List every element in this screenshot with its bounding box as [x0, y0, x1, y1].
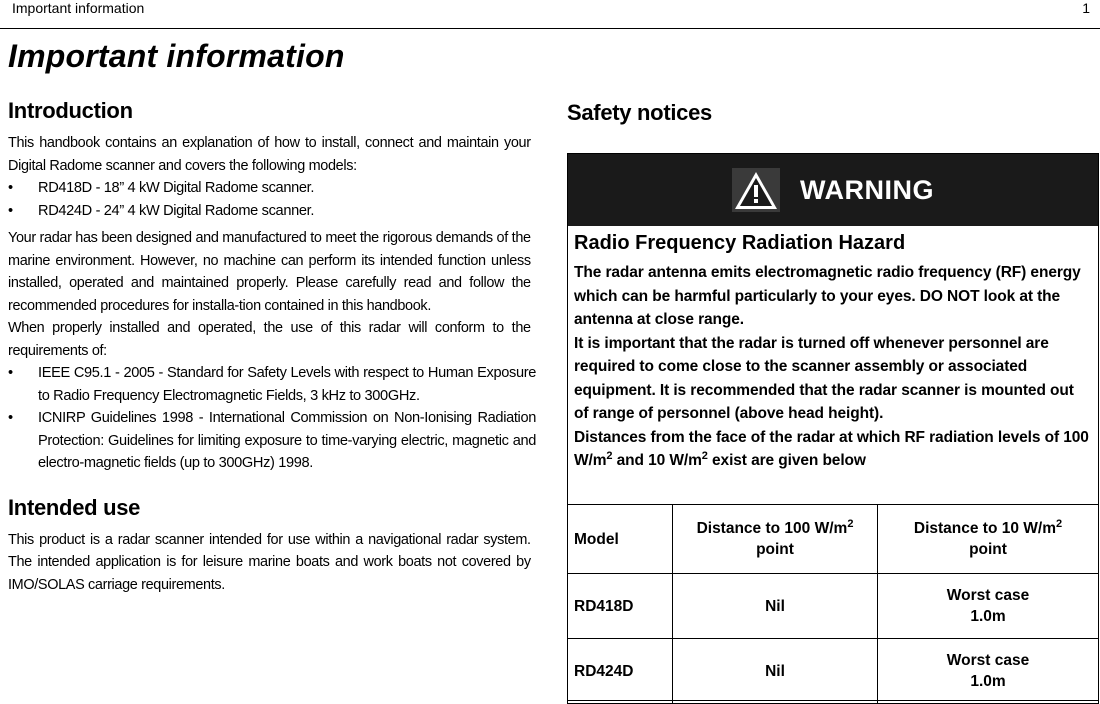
model-column-header: Model	[568, 505, 673, 574]
intended-use-heading: Intended use	[8, 494, 141, 520]
distance-table	[567, 504, 1099, 704]
warning-box	[567, 153, 1099, 701]
table-header-row	[568, 505, 1099, 574]
list-item: • RD424D - 24” 4 kW Digital Radome scanner.	[8, 202, 315, 219]
model-item-text: RD424D - 24” 4 kW Digital Radome scanner.	[38, 202, 315, 219]
model-cell: RD418D	[568, 574, 673, 639]
standard-item-text: IEEE C95.1 - 2005 - Standard for Safety Levels with respect to Human Exposure to Radio Frequency Electromagnetic Fields, 3 kHz to 300GHz.	[38, 365, 536, 404]
page-header	[0, 0, 1100, 29]
page-number: 1	[1082, 0, 1090, 16]
table-row	[568, 574, 1099, 639]
hazard-title: Radio Frequency Radiation Hazard	[574, 232, 906, 254]
list-item: • IEEE C95.1 - 2005 - Standard for Safety Levels with respect to Human Exposure to Radio Frequency Electromagnetic Fields, 3 kHz to 300GHz.	[8, 365, 536, 404]
models-list	[8, 177, 536, 222]
header-title: Important information	[12, 0, 145, 16]
introduction-paragraph-2: Your radar has been designed and manufactured to meet the rigorous demands of the marine environment. However, no machine can perform its intended function unless installed, operated and maintained properly. Please carefully read and follow the recommended procedures for installa-tion contained in this handbook.	[8, 230, 531, 314]
list-item: • ICNIRP Guidelines 1998 - International Commission on Non-Ionising Radiation Protection: Guidelines for limiting exposure to time-varying electric, magnetic and electro-magnetic fields (up to 300GHz) 1998.	[8, 410, 536, 471]
distance-100-cell: Nil	[673, 574, 878, 639]
model-item-text: RD418D - 18” 4 kW Digital Radome scanner.	[38, 180, 315, 196]
standards-list	[8, 362, 536, 475]
safety-notices-heading: Safety notices	[567, 100, 712, 125]
introduction-heading: Introduction	[8, 98, 133, 123]
list-item: • RD418D - 18” 4 kW Digital Radome scanner.	[8, 180, 315, 196]
warning-text-2: It is important that the radar is turned off whenever personnel are required to come close to the scanner assembly or associated equipment. It is recommended that the radar scanner is mounted out of range of personnel (above head height).	[574, 334, 1074, 422]
introduction-paragraph-3: When properly installed and operated, the use of this radar will conform to the requirements of:	[8, 320, 531, 359]
right-column	[567, 98, 1099, 126]
warning-text-3: Distances from the face of the radar at which RF radiation levels of 100 $W/m^2$ and 10 $W/m^2$ exist are given below	[574, 428, 1089, 469]
distance-10-cell: Worst case 1.0m	[878, 639, 1099, 704]
warning-banner	[568, 154, 1098, 226]
left-column	[8, 98, 536, 596]
model-cell: RD424D	[568, 639, 673, 704]
page-title: Important information	[8, 38, 345, 74]
intended-use-paragraph: This product is a radar scanner intended for use within a navigational radar system. The intended application is for leisure marine boats and work boats not covered by IMO/SOLAS carriage requirements.	[8, 531, 531, 593]
warning-label: WARNING	[800, 174, 934, 205]
distance-100-cell: Nil	[673, 639, 878, 704]
standard-item-text: ICNIRP Guidelines 1998 - International Commission on Non-Ionising Radiation Protection: Guidelines for limiting exposure to time-varying electric, magnetic and electro-magnetic fields (up to 300GHz) 1998.	[38, 410, 536, 471]
table-row	[568, 639, 1099, 704]
distance-10-column-header: Distance to 10 $W/m^2$ point	[878, 505, 1099, 574]
warning-body	[568, 226, 1098, 473]
distance-100-column-header: Distance to 100 $W/m^2$ point	[673, 505, 878, 574]
distance-10-cell: Worst case 1.0m	[878, 574, 1099, 639]
warning-triangle-icon	[732, 168, 780, 212]
introduction-paragraph-1: This handbook contains an explanation of how to install, connect and maintain your Digital Radome scanner and covers the following models:	[8, 135, 531, 174]
warning-text-1: The radar antenna emits electromagnetic radio frequency (RF) energy which can be harmful particularly to your eyes. DO NOT look at the antenna at close range.	[574, 264, 1081, 328]
